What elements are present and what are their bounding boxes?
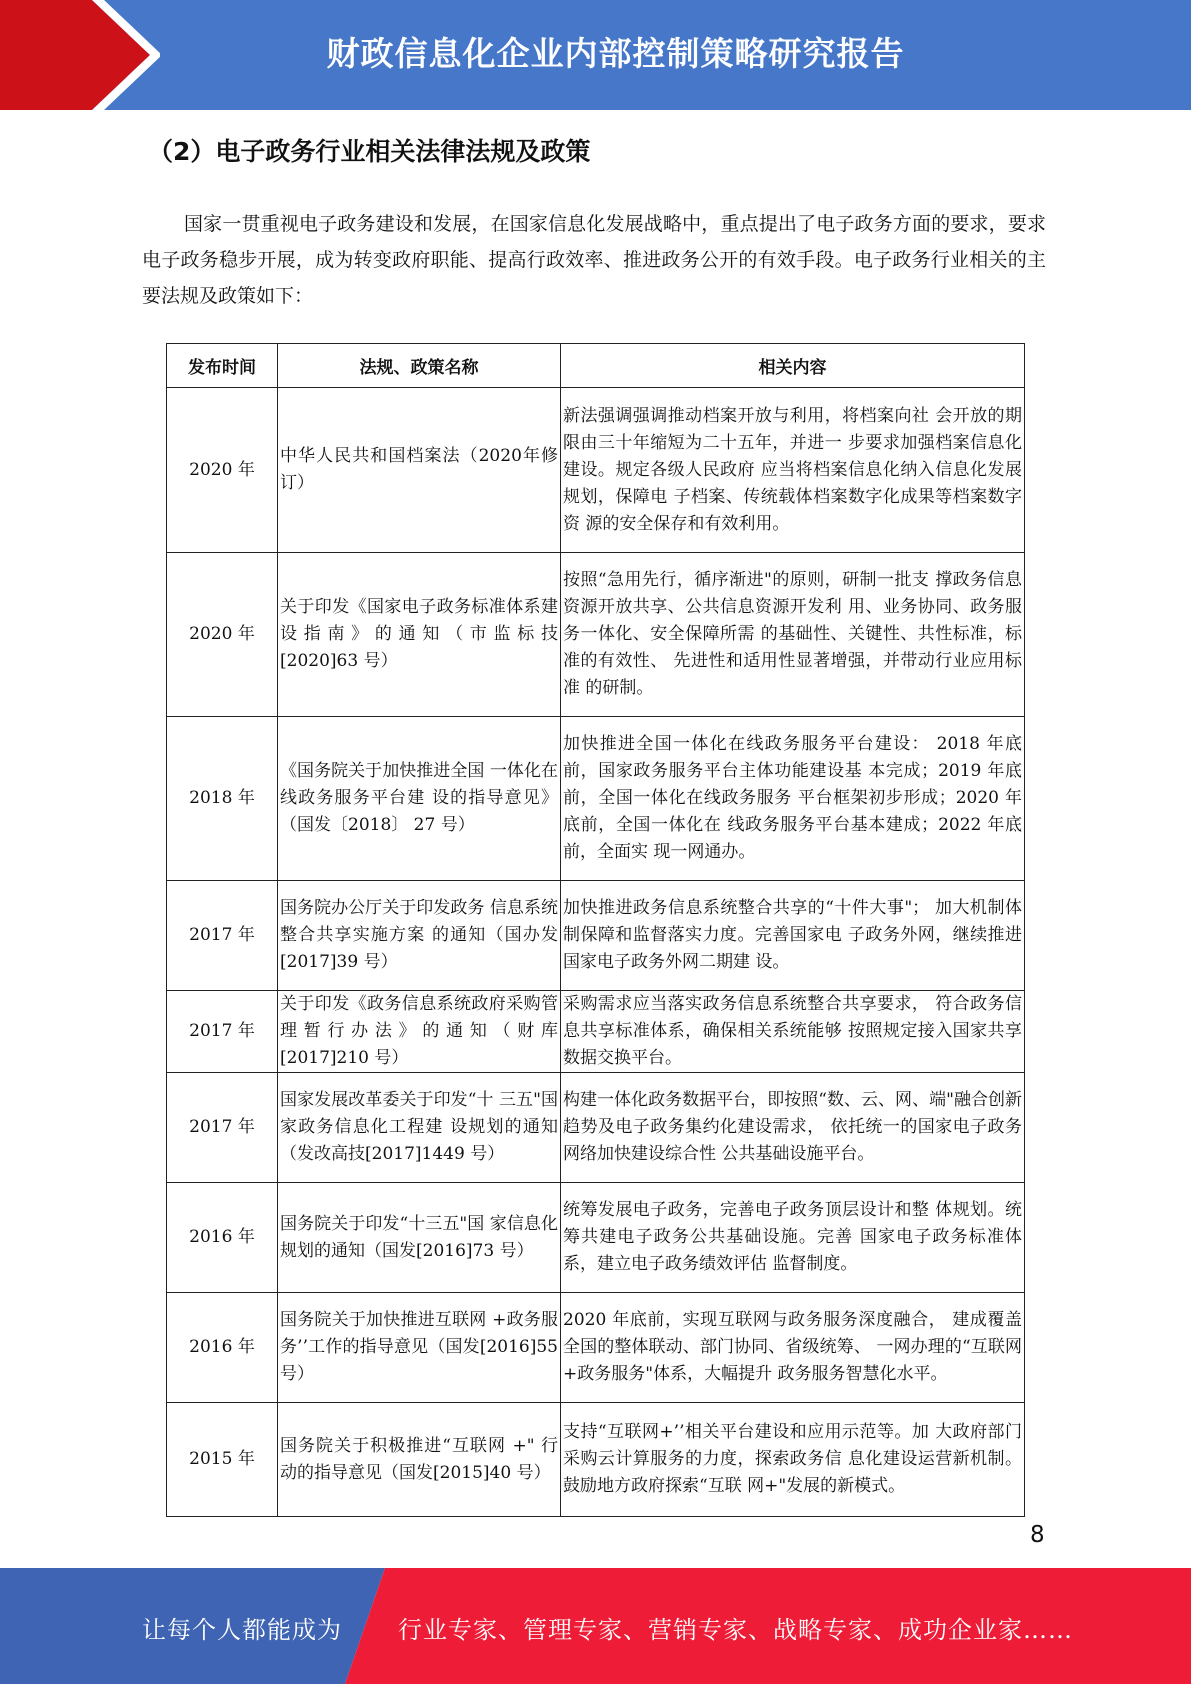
cell-year: 2017 年 bbox=[167, 881, 278, 991]
cell-policy-name: 国务院关于印发“十三五"国 家信息化规划的通知（国发[2016]73 号） bbox=[278, 1183, 561, 1293]
section-heading: （2）电子政务行业相关法律法规及政策 bbox=[148, 137, 591, 166]
cell-content: 新法强调强调推动档案开放与利用，将档案向社 会开放的期限由三十年缩短为二十五年，并进一 步要求加强档案信息化建设。规定各级人民政府 应当将档案信息化纳入信息化发展规划，保障电 子档案、传统载体档案数字化成果等档案数字资 源的安全保存和有效利用。 bbox=[561, 388, 1025, 553]
report-title: 财政信息化企业内部控制策略研究报告 bbox=[326, 34, 905, 73]
page-footer bbox=[0, 1568, 1191, 1684]
cell-content: 支持“互联网+’’相关平台建设和应用示范等。加 大政府部门采购云计算服务的力度，探索政务信 息化建设运营新机制。鼓励地方政府探索“互联 网+"发展的新模式。 bbox=[561, 1403, 1025, 1517]
cell-year: 2016 年 bbox=[167, 1183, 278, 1293]
cell-year: 2016 年 bbox=[167, 1293, 278, 1403]
cell-year: 2015 年 bbox=[167, 1403, 278, 1517]
cell-year: 2017 年 bbox=[167, 991, 278, 1073]
table-header-row bbox=[167, 344, 1025, 388]
cell-policy-name: 国务院办公厅关于印发政务 信息系统整合共享实施方案 的通知（国办发[2017]39 号） bbox=[278, 881, 561, 991]
intro-paragraph: 国家一贯重视电子政务建设和发展，在国家信息化发展战略中，重点提出了电子政务方面的要求，要求电子政务稳步开展，成为转变政府职能、提高行政效率、推进政务公开的有效手段。电子政务行业相关的主要法规及政策如下： bbox=[142, 213, 1046, 307]
table-row bbox=[167, 1293, 1025, 1403]
table-row bbox=[167, 717, 1025, 881]
page-number: 8 bbox=[1030, 1522, 1045, 1548]
table-row bbox=[167, 1183, 1025, 1293]
table-row bbox=[167, 388, 1025, 553]
cell-policy-name: 关于印发《国家电子政务标准体系建设指南》的通知（市监标技[2020]63 号） bbox=[278, 553, 561, 717]
cell-content: 按照“急用先行，循序渐进"的原则，研制一批支 撑政务信息资源开放共享、公共信息资源开发利 用、业务协同、政务服务一体化、安全保障所需 的基础性、关键性、共性标准，标准的有效性、 先进性和适用性显著增强，并带动行业应用标准 的研制。 bbox=[561, 553, 1025, 717]
cell-policy-name: 国务院关于积极推进“互联网 +" 行动的指导意见（国发[2015]40 号） bbox=[278, 1403, 561, 1517]
footer-slogan-left: 让每个人都能成为 bbox=[142, 1616, 342, 1644]
table-row bbox=[167, 1073, 1025, 1183]
cell-policy-name: 国家发展改革委关于印发“十 三五"国家政务信息化工程建 设规划的通知（发改高技[2017]1449 号） bbox=[278, 1073, 561, 1183]
cell-content: 构建一体化政务数据平台，即按照“数、云、网、端"融合创新趋势及电子政务集约化建设需求， 依托统一的国家电子政务网络加快建设综合性 公共基础设施平台。 bbox=[561, 1073, 1025, 1183]
header-related-content: 相关内容 bbox=[561, 344, 1025, 388]
cell-content: 加快推进政务信息系统整合共享的“十件大事"； 加大机制体制保障和监督落实力度。完善国家电 子政务外网，继续推进国家电子政务外网二期建 设。 bbox=[561, 881, 1025, 991]
header-policy-name: 法规、政策名称 bbox=[278, 344, 561, 388]
cell-content: 统筹发展电子政务，完善电子政务顶层设计和整 体规划。统筹共建电子政务公共基础设施。完善 国家电子政务标准体系，建立电子政务绩效评估 监督制度。 bbox=[561, 1183, 1025, 1293]
cell-year: 2018 年 bbox=[167, 717, 278, 881]
footer-slogan-right: 行业专家、管理专家、营销专家、战略专家、成功企业家…… bbox=[398, 1616, 1073, 1644]
table-row bbox=[167, 553, 1025, 717]
table-row bbox=[167, 1403, 1025, 1517]
cell-policy-name: 中华人民共和国档案法（2020年修订） bbox=[278, 388, 561, 553]
cell-year: 2020 年 bbox=[167, 388, 278, 553]
header-release-date: 发布时间 bbox=[167, 344, 278, 388]
cell-content: 2020 年底前，实现互联网与政务服务深度融合， 建成覆盖全国的整体联动、部门协同、省级统筹、 一网办理的“互联网+政务服务"体系，大幅提升 政务服务智慧化水平。 bbox=[561, 1293, 1025, 1403]
cell-year: 2020 年 bbox=[167, 553, 278, 717]
cell-policy-name: 国务院关于加快推进互联网 +政务服务’’工作的指导意见（国发[2016]55 号） bbox=[278, 1293, 561, 1403]
cell-policy-name: 关于印发《政务信息系统政府采购管理暂行办法》的通知（财库[2017]210 号） bbox=[278, 991, 561, 1073]
cell-content: 加快推进全国一体化在线政务服务平台建设： 2018 年底前，国家政务服务平台主体功能建设基 本完成；2019 年底前，全国一体化在线政务服务 平台框架初步形成；2020 年底前，全国一体化在 线政务服务平台基本建成；2022 年底前，全面实 现一网通办。 bbox=[561, 717, 1025, 881]
cell-content: 采购需求应当落实政务信息系统整合共享要求， 符合政务信息共享标准体系，确保相关系统能够 按照规定接入国家共享数据交换平台。 bbox=[561, 991, 1025, 1073]
page-header bbox=[0, 0, 1191, 110]
header-arrow-icon bbox=[0, 0, 160, 110]
policy-table bbox=[166, 343, 1025, 1517]
cell-year: 2017 年 bbox=[167, 1073, 278, 1183]
table-row bbox=[167, 881, 1025, 991]
cell-policy-name: 《国务院关于加快推进全国 一体化在线政务服务平台建 设的指导意见》（国发〔2018〕 27 号） bbox=[278, 717, 561, 881]
table-row bbox=[167, 991, 1025, 1073]
